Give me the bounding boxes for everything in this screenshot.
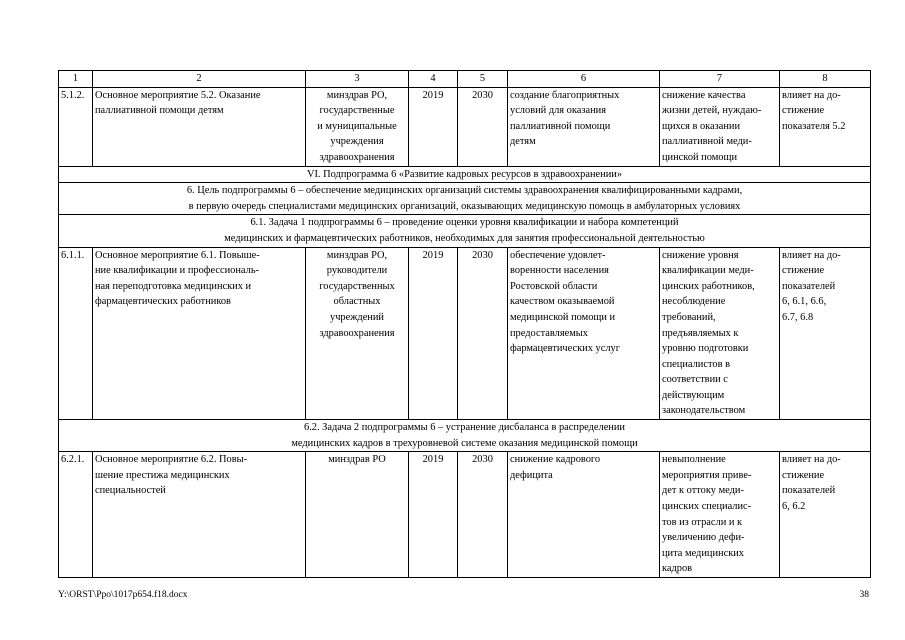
expected-result: создание благоприятных условий для оказания паллиативной помощи детям [508,87,660,166]
indicator-link: влияет на до- стижение показателей 6, 6.1, 6.6, 6.7, 6.8 [780,247,871,420]
measure-name: Основное мероприятие 6.2. Повы- шение престижа медицинских специальностей [93,452,306,578]
row-number: 6.1.1. [59,247,93,420]
measure-name: Основное мероприятие 5.2. Оказание паллиативной помощи детям [93,87,306,166]
indicator-link: влияет на до- стижение показателей 6, 6.2 [780,452,871,578]
row-number: 5.1.2. [59,87,93,166]
end-year: 2030 [458,247,508,420]
goal-title: 6. Цель подпрограммы 6 – обеспечение медицинских организаций системы здравоохранения квалифицированными кадрами, в первую очередь специалистами медицинских организаций, оказывающих медицинскую помощь в амбулаторных условиях [59,183,871,215]
header-cell: 6 [508,71,660,88]
consequences: снижение качества жизни детей, нуждаю- щихся в оказании паллиативной меди- цинской помощи [660,87,780,166]
header-row [59,71,871,88]
consequences: невыполнение мероприятия приве- дет к оттоку меди- цинских специалис- тов из отрасли и к увеличению дефи- цита медицинских кадров [660,452,780,578]
header-cell: 2 [93,71,306,88]
end-year: 2030 [458,87,508,166]
indicator-link: влияет на до- стижение показателя 5.2 [780,87,871,166]
section-row [59,215,871,247]
table-row [59,87,871,166]
header-cell: 8 [780,71,871,88]
task-title: 6.1. Задача 1 подпрограммы 6 – проведение оценки уровня квалификации и набора компетенций медицинских и фармацевтических работников, необходимых для занятия профессиональной деятельностью [59,215,871,247]
measures-table [58,70,871,578]
page-number: 38 [859,590,869,600]
subprogram-title: VI. Подпрограмма 6 «Развитие кадровых ресурсов в здравоохранении» [59,166,871,183]
table-row [59,247,871,420]
expected-result: снижение кадрового дефицита [508,452,660,578]
header-cell: 7 [660,71,780,88]
measure-name: Основное мероприятие 6.1. Повыше- ние квалификации и профессиональ- ная переподготовка медицинских и фармацевтических работников [93,247,306,420]
section-row [59,420,871,452]
task-title: 6.2. Задача 2 подпрограммы 6 – устранение дисбаланса в распределении медицинских кадров в трехуровневой системе оказания медицинской помощи [59,420,871,452]
row-number: 6.2.1. [59,452,93,578]
file-path: Y:\ORST\Ppo\1017p654.f18.docx [58,590,188,600]
expected-result: обеспечение удовлет- воренности населения Ростовской области качеством оказываемой медицинской помощи и предоставляемых фармацевтических услуг [508,247,660,420]
header-cell: 1 [59,71,93,88]
executor: минздрав РО, руководители государственных областных учреждений здравоохранения [306,247,409,420]
start-year: 2019 [409,247,458,420]
start-year: 2019 [409,87,458,166]
table-row [59,452,871,578]
start-year: 2019 [409,452,458,578]
end-year: 2030 [458,452,508,578]
section-row [59,166,871,183]
executor: минздрав РО [306,452,409,578]
section-row [59,183,871,215]
header-cell: 5 [458,71,508,88]
header-cell: 3 [306,71,409,88]
executor: минздрав РО, государственные и муниципальные учреждения здравоохранения [306,87,409,166]
consequences: снижение уровня квалификации меди- цинских работников, несоблюдение требований, предъявляемых к уровню подготовки специалистов в соответствии с действующим законодательством [660,247,780,420]
header-cell: 4 [409,71,458,88]
